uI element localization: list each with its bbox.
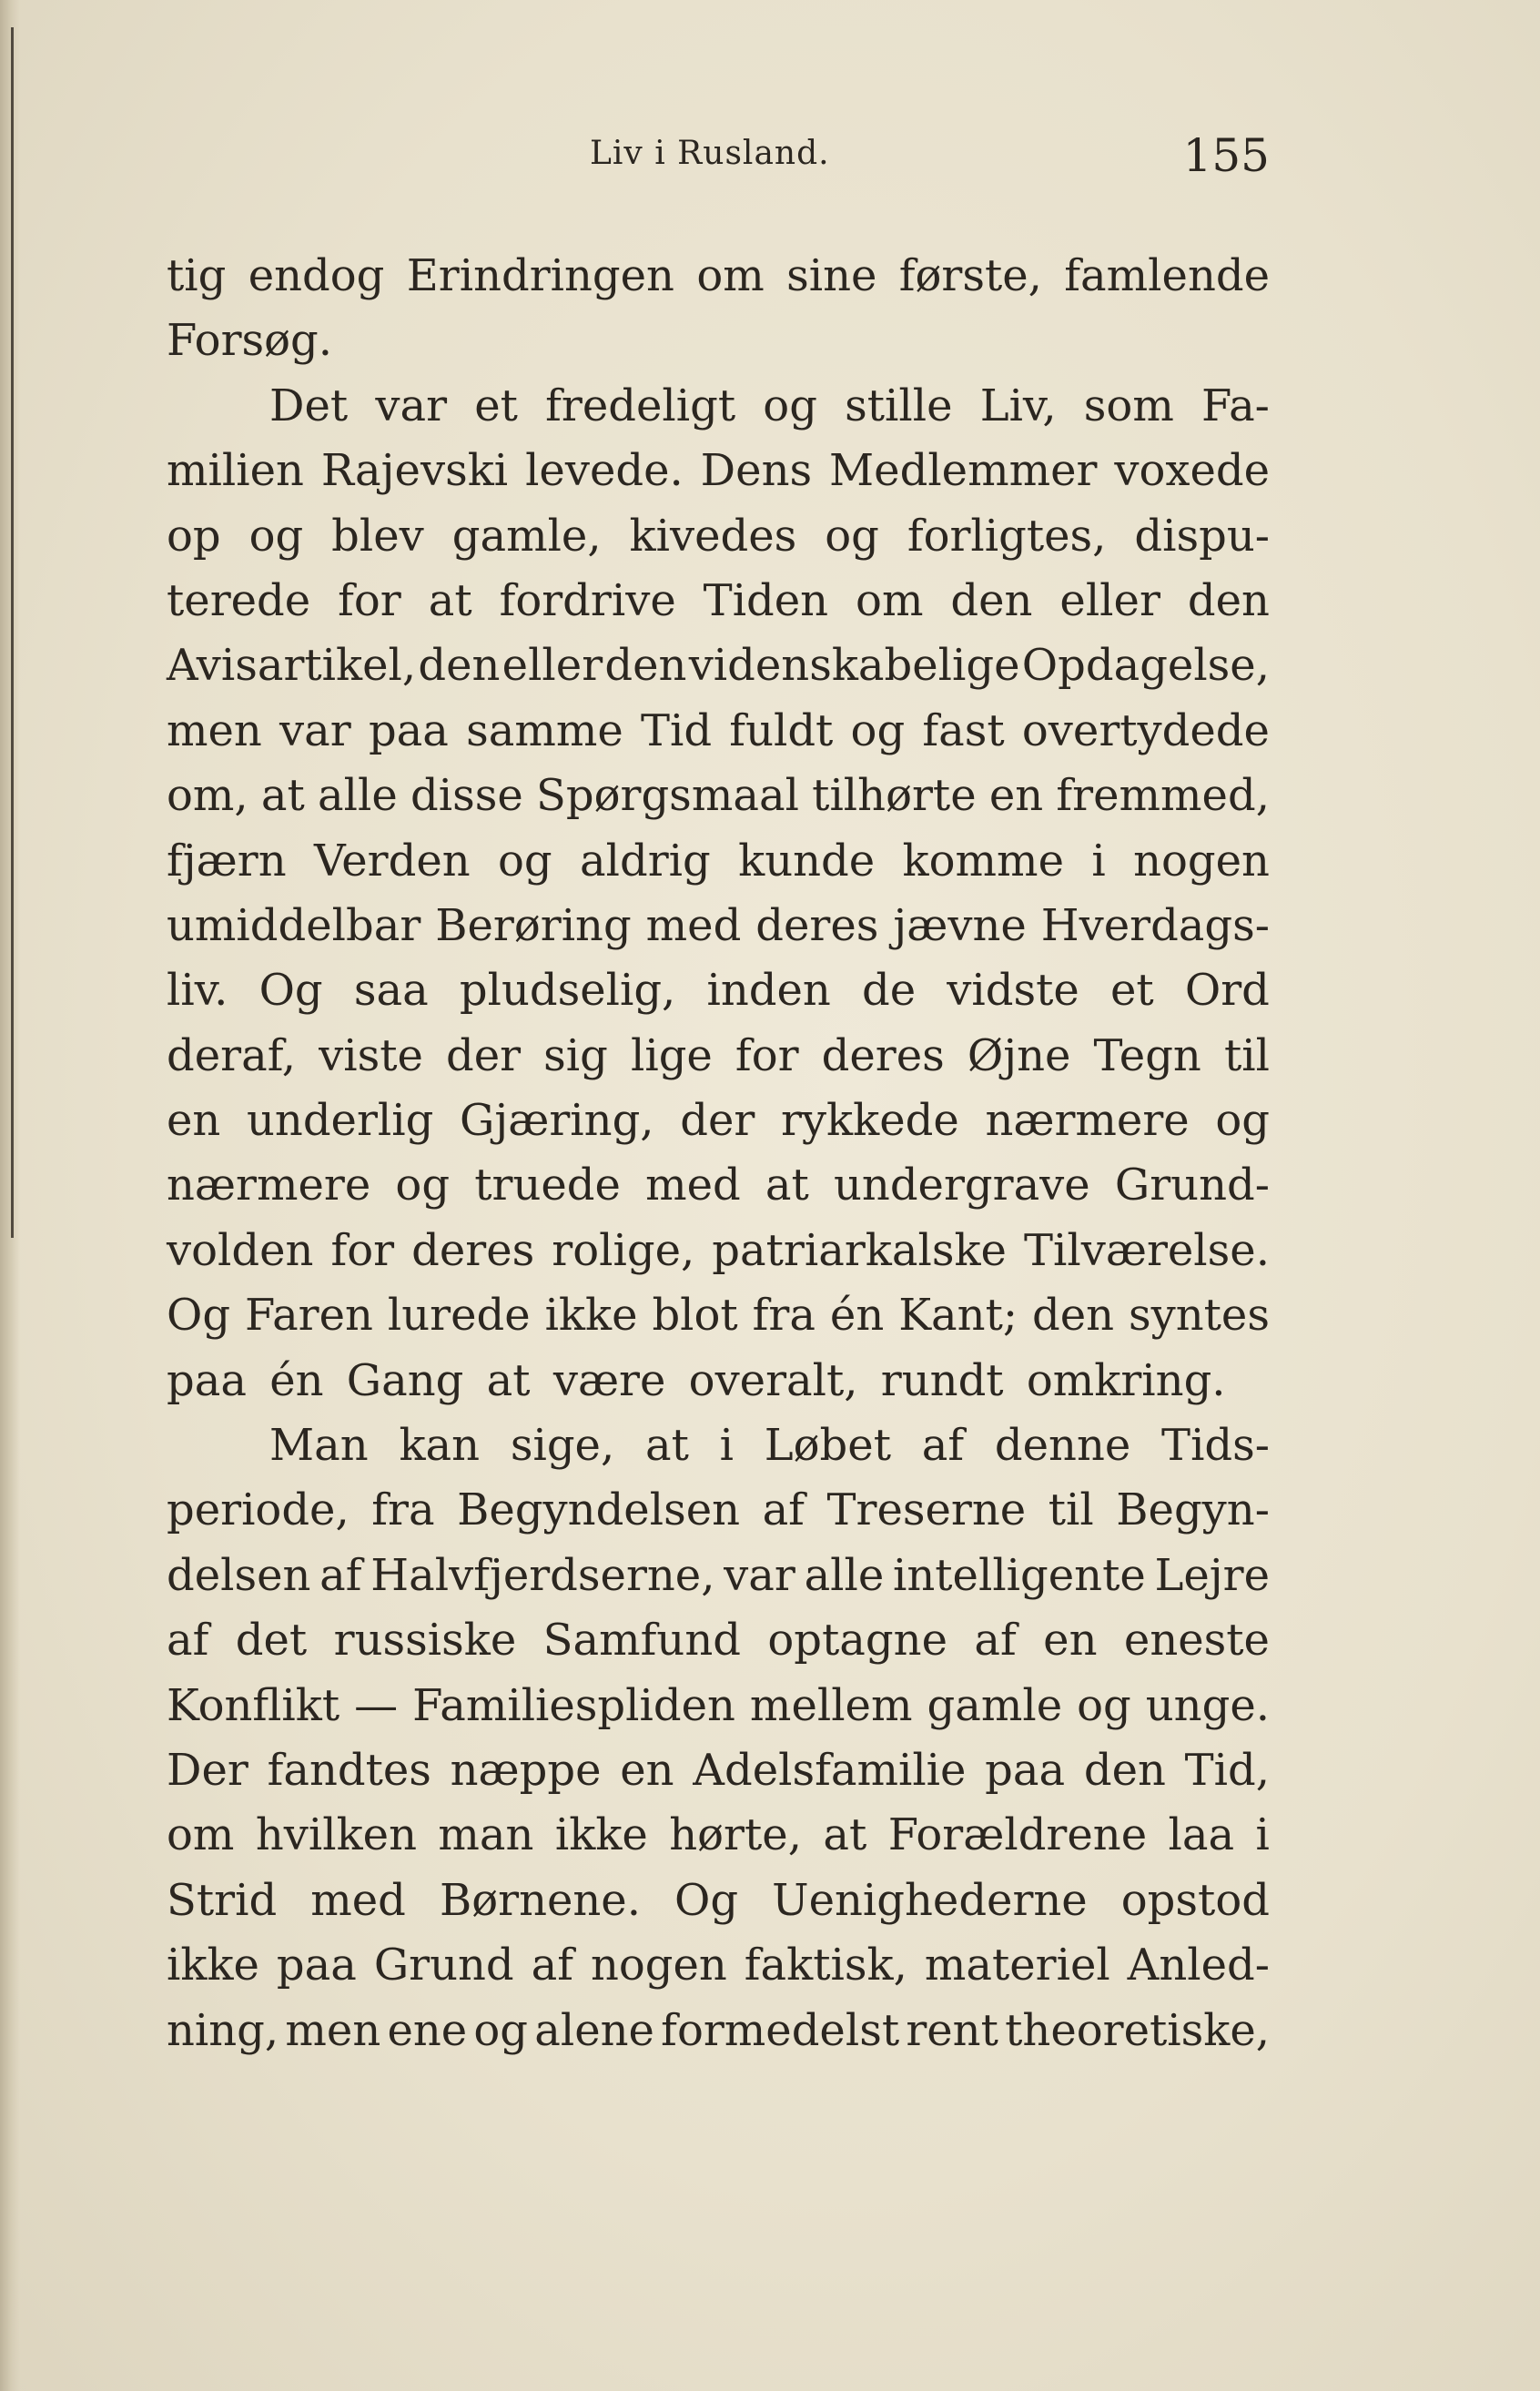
word: Forældrene xyxy=(887,1809,1148,1861)
word: kunde xyxy=(738,835,876,886)
word: Det xyxy=(269,380,349,431)
binding-shadow-line xyxy=(11,27,14,1238)
text-line xyxy=(167,1478,1270,1543)
word: Børnene. xyxy=(439,1874,641,1926)
word: den xyxy=(1083,1744,1166,1796)
word: for xyxy=(330,1224,395,1276)
word: Tiden xyxy=(703,574,829,626)
word: rykkede xyxy=(780,1095,959,1147)
word: paa xyxy=(368,704,449,756)
word: kan xyxy=(399,1420,481,1472)
text-line xyxy=(167,1738,1270,1803)
text-line xyxy=(167,764,1270,828)
page-number: 155 xyxy=(1182,129,1270,182)
word: og xyxy=(473,2004,529,2056)
word: blot xyxy=(652,1290,738,1342)
word: og xyxy=(498,835,552,886)
text-line xyxy=(167,1999,1270,2063)
word: Tids- xyxy=(1161,1420,1270,1472)
word: Og xyxy=(258,965,323,1017)
word: volden xyxy=(167,1224,314,1276)
word: og xyxy=(763,380,817,431)
word: undergrave xyxy=(833,1160,1090,1211)
word: jævne xyxy=(893,899,1027,951)
word: ning, xyxy=(167,2004,279,2056)
word: en xyxy=(620,1744,674,1796)
word: der xyxy=(446,1029,522,1081)
word: Tegn xyxy=(1093,1029,1201,1081)
word: og xyxy=(1077,1679,1131,1731)
word: nogen xyxy=(590,1940,727,1991)
word: næppe xyxy=(450,1744,602,1796)
text-line xyxy=(167,1413,1270,1478)
text-line xyxy=(167,1674,1270,1738)
word: milien xyxy=(167,445,304,497)
word: deraf, xyxy=(167,1029,297,1081)
word: den xyxy=(1187,574,1270,626)
word: i xyxy=(1255,1809,1270,1861)
word: sine xyxy=(786,250,877,301)
text-line xyxy=(167,244,1270,309)
word: overtydede xyxy=(1021,704,1270,756)
word: en xyxy=(988,770,1044,822)
word: terede xyxy=(167,574,311,626)
word: for xyxy=(338,574,401,626)
word: endog xyxy=(248,250,385,301)
word: nærmere xyxy=(985,1095,1190,1147)
word: ikke xyxy=(544,1290,638,1342)
word: fra xyxy=(371,1484,435,1536)
word: Øjne xyxy=(967,1029,1071,1081)
word: hvilken xyxy=(255,1809,417,1861)
text-line xyxy=(167,1024,1270,1089)
text-line xyxy=(167,958,1270,1023)
word: et xyxy=(1109,965,1154,1017)
word: paa xyxy=(985,1744,1066,1796)
word: og xyxy=(248,510,304,562)
word: Opdagelse, xyxy=(1021,640,1270,692)
word: op xyxy=(167,510,221,562)
text-line xyxy=(167,1219,1270,1283)
text-line xyxy=(167,374,1270,439)
word: den xyxy=(418,640,501,692)
word: en xyxy=(1043,1615,1098,1667)
word: Kant; xyxy=(898,1290,1018,1342)
word: Spørgsmaal xyxy=(536,770,799,822)
word: Begyn- xyxy=(1116,1484,1270,1536)
word: Samfund xyxy=(542,1615,741,1667)
word: fandtes xyxy=(267,1744,431,1796)
word: saa xyxy=(353,965,429,1017)
word: ene xyxy=(387,2004,468,2056)
word: og xyxy=(395,1160,451,1211)
word: Og xyxy=(674,1874,739,1926)
word: man xyxy=(438,1809,534,1861)
word: eller xyxy=(1059,574,1160,626)
word: fordrive xyxy=(499,574,676,626)
word: liv. xyxy=(167,965,228,1017)
word: blev xyxy=(331,510,424,562)
word: Begyndelsen xyxy=(457,1484,741,1536)
word: en xyxy=(167,1095,221,1147)
word: som xyxy=(1083,380,1174,431)
word: disse xyxy=(410,770,523,822)
word: famlende xyxy=(1064,250,1270,301)
word: paa xyxy=(276,1940,357,1991)
word: Konflikt xyxy=(167,1679,340,1731)
word: — xyxy=(354,1679,399,1731)
word: Der xyxy=(167,1744,248,1796)
word: med xyxy=(645,1160,741,1211)
word: gamle, xyxy=(451,510,602,562)
word: periode, xyxy=(167,1484,350,1536)
word: levede. xyxy=(525,445,684,497)
word: Familiespliden xyxy=(412,1679,735,1731)
word: at xyxy=(823,1809,867,1861)
word: i xyxy=(719,1420,735,1472)
text-line xyxy=(167,1933,1270,1998)
word: fredeligt xyxy=(545,380,736,431)
word: den xyxy=(950,574,1033,626)
word: Ord xyxy=(1184,965,1270,1017)
word: dispu- xyxy=(1134,510,1270,562)
text-line: paa én Gang at være overalt, rundt omkring. xyxy=(167,1354,1226,1406)
word: kivedes xyxy=(629,510,797,562)
word: alle xyxy=(318,770,398,822)
word: fast xyxy=(922,704,1005,756)
word: de xyxy=(861,965,917,1017)
word: laa xyxy=(1168,1809,1235,1861)
word: Faren xyxy=(245,1290,373,1342)
text-line xyxy=(167,894,1270,958)
word: Dens xyxy=(700,445,813,497)
word: Løbet xyxy=(764,1420,891,1472)
word: Grund xyxy=(373,1940,514,1991)
word: stille xyxy=(845,380,953,431)
word: om xyxy=(167,1809,235,1861)
word: fjærn xyxy=(167,835,287,886)
word: eneste xyxy=(1123,1615,1270,1667)
word: af xyxy=(921,1420,965,1472)
text-line xyxy=(167,1869,1270,1933)
word: med xyxy=(645,899,742,951)
text-line xyxy=(167,1544,1270,1608)
word: nærmere xyxy=(167,1160,371,1211)
word: at xyxy=(260,770,305,822)
word: om xyxy=(696,250,765,301)
word: eller xyxy=(502,640,603,692)
word: men xyxy=(285,2004,381,2056)
word: Erindringen xyxy=(406,250,674,301)
text-line xyxy=(167,504,1270,569)
text-line xyxy=(167,439,1270,503)
word: af xyxy=(319,1549,362,1601)
word: opstod xyxy=(1120,1874,1270,1926)
word: og xyxy=(850,704,906,756)
word: mellem xyxy=(749,1679,913,1731)
body-text xyxy=(167,244,1270,2063)
word: denne xyxy=(994,1420,1131,1472)
text-line xyxy=(167,1803,1270,1868)
word: vidste xyxy=(947,965,1079,1017)
word: samme xyxy=(466,704,623,756)
text-line xyxy=(167,699,1270,764)
text-line: Forsøg. xyxy=(167,315,333,367)
word: fremmed, xyxy=(1056,770,1270,822)
word: den xyxy=(604,640,687,692)
word: Gjæring, xyxy=(460,1095,654,1147)
word: viste xyxy=(319,1029,423,1081)
word: Tid, xyxy=(1184,1744,1270,1796)
word: unge. xyxy=(1145,1679,1270,1731)
word: komme xyxy=(902,835,1064,886)
word: i xyxy=(1091,835,1106,886)
text-line xyxy=(167,569,1270,633)
word: at xyxy=(644,1420,689,1472)
word: første, xyxy=(898,250,1042,301)
word: Avisartikel, xyxy=(167,640,417,692)
word: for xyxy=(735,1029,799,1081)
word: Fa- xyxy=(1201,380,1270,431)
word: var xyxy=(279,704,351,756)
word: umiddelbar xyxy=(167,899,421,951)
word: videnskabelige xyxy=(688,640,1020,692)
page-binding-edge xyxy=(0,0,20,2391)
word: Uenighederne xyxy=(772,1874,1088,1926)
word: aldrig xyxy=(580,835,711,886)
word: deres xyxy=(755,899,879,951)
word: var xyxy=(724,1549,795,1601)
word: lige xyxy=(630,1029,713,1081)
running-title: Liv i Rusland. xyxy=(590,135,830,172)
word: ikke xyxy=(167,1940,259,1991)
word: Adelsfamilie xyxy=(693,1744,967,1796)
word: Man xyxy=(269,1420,369,1472)
word: et xyxy=(474,380,518,431)
word: materiel xyxy=(924,1940,1110,1991)
word: patriarkalske xyxy=(712,1224,1007,1276)
word: tilhørte xyxy=(812,770,977,822)
text-line xyxy=(167,1153,1270,1218)
word: inden xyxy=(706,965,831,1017)
word: til xyxy=(1223,1029,1270,1081)
word: lurede xyxy=(387,1290,531,1342)
word: om xyxy=(856,574,924,626)
word: deres xyxy=(411,1224,535,1276)
word: faktisk, xyxy=(744,1940,907,1991)
word: fuldt xyxy=(729,704,834,756)
word: af xyxy=(531,1940,573,1991)
word: Treserne xyxy=(826,1484,1027,1536)
word: delsen xyxy=(167,1549,311,1601)
word: syntes xyxy=(1128,1290,1270,1342)
word: Lejre xyxy=(1154,1549,1270,1601)
word: russiske xyxy=(333,1615,517,1667)
word: at xyxy=(428,574,472,626)
word: sig xyxy=(543,1029,608,1081)
text-line xyxy=(167,829,1270,894)
word: nogen xyxy=(1133,835,1270,886)
word: rolige, xyxy=(552,1224,695,1276)
word: og xyxy=(825,510,879,562)
word: der xyxy=(680,1095,755,1147)
word: Anled- xyxy=(1127,1940,1270,1991)
word: Tid xyxy=(641,704,713,756)
word: Grund- xyxy=(1114,1160,1270,1211)
word: Og xyxy=(167,1290,231,1342)
word: ikke xyxy=(554,1809,648,1861)
word: rent xyxy=(906,2004,998,2056)
word: det xyxy=(235,1615,308,1667)
text-line xyxy=(167,633,1270,698)
word: af xyxy=(974,1615,1017,1667)
word: pludselig, xyxy=(459,965,676,1017)
word: sige, xyxy=(510,1420,615,1472)
word: om, xyxy=(167,770,248,822)
word: theoretiske, xyxy=(1005,2004,1270,2056)
word: deres xyxy=(821,1029,945,1081)
word: Hverdags- xyxy=(1040,899,1270,951)
word: Tilværelse. xyxy=(1024,1224,1270,1276)
word: optagne xyxy=(767,1615,947,1667)
word: fra xyxy=(752,1290,816,1342)
word: men xyxy=(167,704,262,756)
word: voxede xyxy=(1114,445,1270,497)
word: alene xyxy=(534,2004,654,2056)
word: at xyxy=(765,1160,809,1211)
word: forligtes, xyxy=(907,510,1107,562)
word: til xyxy=(1048,1484,1094,1536)
word: og xyxy=(1215,1095,1270,1147)
page-header xyxy=(167,129,1270,193)
word: af xyxy=(762,1484,805,1536)
word: Halvfjerdserne, xyxy=(370,1549,715,1601)
word: gamle xyxy=(927,1679,1063,1731)
word: af xyxy=(167,1615,209,1667)
word: Rajevski xyxy=(320,445,509,497)
word: intelligente xyxy=(893,1549,1146,1601)
word: truede xyxy=(474,1160,621,1211)
word: Verden xyxy=(314,835,471,886)
word: med xyxy=(310,1874,406,1926)
word: Medlemmer xyxy=(829,445,1098,497)
word: Strid xyxy=(167,1874,278,1926)
text-line xyxy=(167,1283,1270,1348)
word: den xyxy=(1031,1290,1115,1342)
word: formedelst xyxy=(661,2004,900,2056)
word: Berøring xyxy=(435,899,632,951)
word: hørte, xyxy=(669,1809,802,1861)
word: tig xyxy=(167,250,227,301)
word: var xyxy=(375,380,448,431)
word: Liv, xyxy=(979,380,1057,431)
text-line xyxy=(167,1089,1270,1153)
word: underlig xyxy=(247,1095,434,1147)
text-line xyxy=(167,1608,1270,1673)
word: alle xyxy=(804,1549,885,1601)
word: én xyxy=(829,1290,885,1342)
